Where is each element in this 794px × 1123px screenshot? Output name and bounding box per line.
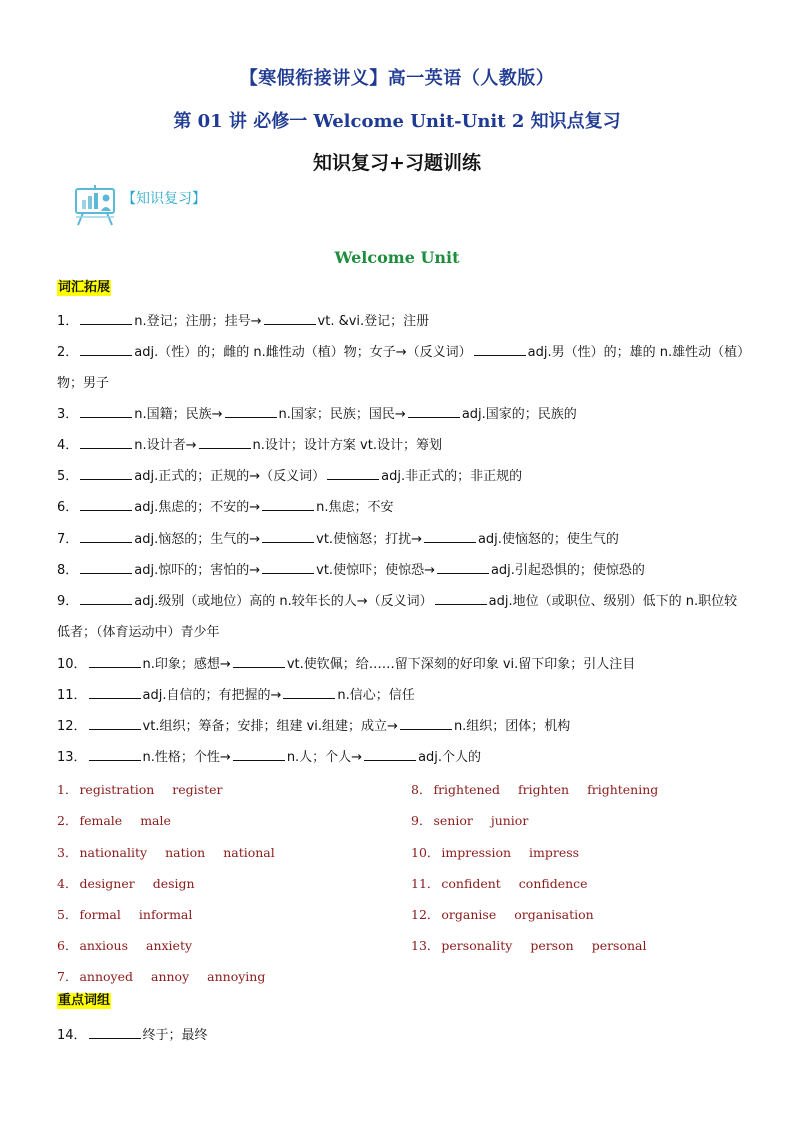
item-number: 12． xyxy=(57,719,87,734)
question-item xyxy=(57,555,747,586)
answer-word: frighten xyxy=(517,782,570,797)
answer-number: 12． xyxy=(411,907,440,922)
item-text: n.国家；民族；国民→ xyxy=(278,407,406,422)
question-item xyxy=(57,711,747,742)
fill-in-blank[interactable] xyxy=(233,654,285,668)
fill-in-blank[interactable] xyxy=(400,716,452,730)
item-text: adj.地位（或职位、级别）低下的 n.职位较低者；（体育运动中）青少年 xyxy=(57,594,738,640)
answer-number: 4． xyxy=(57,876,78,891)
item-text: n.性格；个性→ xyxy=(142,750,231,765)
item-number: 13． xyxy=(57,750,87,765)
answer-number: 11． xyxy=(411,876,440,891)
item-text: adj.自信的；有把握的→ xyxy=(142,688,282,703)
fill-in-blank[interactable] xyxy=(80,311,132,325)
answer-item xyxy=(57,969,265,985)
fill-in-blank[interactable] xyxy=(262,497,314,511)
item-number: 2． xyxy=(57,345,79,360)
fill-in-blank[interactable] xyxy=(89,654,141,668)
fill-in-blank[interactable] xyxy=(364,747,416,761)
answer-number: 1． xyxy=(57,782,78,797)
item-text: n.焦虑；不安 xyxy=(316,500,394,515)
fill-in-blank[interactable] xyxy=(89,716,141,730)
answer-item xyxy=(57,938,192,954)
item-text: n.登记；注册；挂号→ xyxy=(134,314,262,329)
answer-word: anxiety xyxy=(146,938,193,953)
document-title: 【寒假衔接讲义】高一英语（人教版） xyxy=(239,68,555,89)
answer-item xyxy=(57,782,222,798)
item-text: adj.非正式的；非正规的 xyxy=(381,469,523,484)
answer-word: personality xyxy=(441,938,513,953)
item-text: vt.组织；筹备；安排；组建 vi.组建；成立→ xyxy=(142,719,398,734)
answer-word: anxious xyxy=(79,938,128,953)
answer-word: impression xyxy=(441,845,512,860)
answer-word: confidence xyxy=(518,876,588,891)
fill-in-blank[interactable] xyxy=(437,560,489,574)
item-number: 6． xyxy=(57,500,79,515)
item-text: adj.正式的；正规的→（反义词） xyxy=(134,469,326,484)
answer-word: person xyxy=(530,938,574,953)
item-text: n.设计；设计方案 vt.设计；筹划 xyxy=(252,438,442,453)
item-text: vt.使钦佩；给……留下深刻的好印象 vi.留下印象；引人注目 xyxy=(286,657,636,672)
answer-number: 13． xyxy=(411,938,440,953)
lesson-subtitle: 知识复习+习题训练 xyxy=(313,152,481,174)
question-item xyxy=(57,680,747,711)
item-number: 10． xyxy=(57,657,87,672)
item-number: 11． xyxy=(57,688,87,703)
answer-item xyxy=(411,938,647,954)
answer-item xyxy=(57,876,195,892)
phrase-item xyxy=(57,1020,747,1051)
item-text: adj.个人的 xyxy=(418,750,482,765)
fill-in-blank[interactable] xyxy=(80,435,132,449)
answer-word: personal xyxy=(591,938,647,953)
answer-word: confident xyxy=(441,876,501,891)
answer-word: organise xyxy=(441,907,497,922)
item-text: n.人；个人→ xyxy=(286,750,363,765)
item-text: n.组织；团体；机构 xyxy=(453,719,571,734)
fill-in-blank[interactable] xyxy=(435,591,487,605)
item-number: 9． xyxy=(57,594,79,609)
item-number: 5． xyxy=(57,469,79,484)
fill-in-blank[interactable] xyxy=(89,1025,141,1039)
answer-word: designer xyxy=(79,876,135,891)
question-item xyxy=(57,337,747,399)
question-item xyxy=(57,649,747,680)
answer-word: annoying xyxy=(207,969,266,984)
item-text: vt.使恼怒；打扰→ xyxy=(316,532,422,547)
answer-word: frightened xyxy=(433,782,500,797)
answer-number: 10． xyxy=(411,845,440,860)
fill-in-blank[interactable] xyxy=(264,311,316,325)
item-text: adj.（性）的；雌的 n.雌性动（植）物；女子→（反义词） xyxy=(134,345,472,360)
answer-number: 8． xyxy=(411,782,432,797)
fill-in-blank[interactable] xyxy=(80,529,132,543)
question-item xyxy=(57,492,747,523)
item-text: 终于；最终 xyxy=(142,1028,208,1043)
answer-item xyxy=(411,782,658,798)
question-item xyxy=(57,524,747,555)
item-text: n.设计者→ xyxy=(134,438,197,453)
answer-word: frightening xyxy=(587,782,659,797)
item-number: 14． xyxy=(57,1028,87,1043)
answer-number: 9． xyxy=(411,813,432,828)
item-number: 3． xyxy=(57,407,79,422)
item-text: adj.国家的；民族的 xyxy=(461,407,577,422)
fill-in-blank[interactable] xyxy=(474,342,526,356)
fill-in-blank[interactable] xyxy=(80,342,132,356)
answer-item xyxy=(411,845,579,861)
answer-word: impress xyxy=(529,845,580,860)
fill-in-blank[interactable] xyxy=(199,435,251,449)
item-number: 7． xyxy=(57,532,79,547)
answer-item xyxy=(411,876,588,892)
phrase-tag: 重点词组 xyxy=(58,993,111,1008)
item-text: n.印象；感想→ xyxy=(142,657,231,672)
answer-word: organisation xyxy=(514,907,594,922)
answer-word: male xyxy=(140,813,171,828)
answer-word: nationality xyxy=(79,845,148,860)
answer-word: national xyxy=(223,845,275,860)
item-text: adj.焦虑的；不安的→ xyxy=(134,500,261,515)
fill-in-blank[interactable] xyxy=(408,404,460,418)
question-item xyxy=(57,461,747,492)
fill-in-blank[interactable] xyxy=(89,685,141,699)
fill-in-blank[interactable] xyxy=(80,591,132,605)
fill-in-blank[interactable] xyxy=(80,560,132,574)
section-label: 【知识复习】 xyxy=(122,191,206,207)
answer-item xyxy=(57,845,275,861)
item-number: 4． xyxy=(57,438,79,453)
answer-item xyxy=(411,907,594,923)
answer-number: 6． xyxy=(57,938,78,953)
item-text: vt. &vi.登记；注册 xyxy=(317,314,430,329)
item-text: adj.引起恐惧的；使惊恐的 xyxy=(490,563,645,578)
fill-in-blank[interactable] xyxy=(262,529,314,543)
answer-number: 2． xyxy=(57,813,78,828)
item-text: vt.使惊吓；使惊恐→ xyxy=(316,563,435,578)
answer-word: female xyxy=(79,813,123,828)
fill-in-blank[interactable] xyxy=(89,747,141,761)
answer-word: annoy xyxy=(151,969,190,984)
item-text: adj.级别（或地位）高的 n.较年长的人→（反义词） xyxy=(134,594,433,609)
answer-word: nation xyxy=(165,845,206,860)
vocab-tag: 词汇拓展 xyxy=(58,280,111,295)
answer-number: 5． xyxy=(57,907,78,922)
answer-word: registration xyxy=(79,782,155,797)
item-text: n.国籍；民族→ xyxy=(134,407,223,422)
presentation-board-icon xyxy=(73,184,117,228)
item-text: adj.惊吓的；害怕的→ xyxy=(134,563,261,578)
answer-number: 7． xyxy=(57,969,78,984)
item-text: adj.使恼怒的；使生气的 xyxy=(477,532,619,547)
fill-in-blank[interactable] xyxy=(80,404,132,418)
fill-in-blank[interactable] xyxy=(424,529,476,543)
answer-word: informal xyxy=(138,907,193,922)
answer-word: junior xyxy=(490,813,529,828)
fill-in-blank[interactable] xyxy=(283,685,335,699)
question-item xyxy=(57,306,747,337)
item-text: adj.男（性）的；雄的 n.雄性动（植）物；男子 xyxy=(57,345,744,391)
answer-number: 3． xyxy=(57,845,78,860)
fill-in-blank[interactable] xyxy=(80,466,132,480)
fill-in-blank[interactable] xyxy=(262,560,314,574)
item-text: adj.恼怒的；生气的→ xyxy=(134,532,261,547)
answer-word: senior xyxy=(433,813,473,828)
item-number: 1． xyxy=(57,314,79,329)
item-text: n.信心；信任 xyxy=(337,688,415,703)
answer-word: annoyed xyxy=(79,969,133,984)
fill-in-blank[interactable] xyxy=(233,747,285,761)
question-item xyxy=(57,742,747,773)
answer-word: register xyxy=(172,782,223,797)
question-item xyxy=(57,430,747,461)
question-item xyxy=(57,399,747,430)
lesson-title: 第 01 讲 必修一 Welcome Unit-Unit 2 知识点复习 xyxy=(173,111,621,132)
answer-item xyxy=(57,907,192,923)
fill-in-blank[interactable] xyxy=(80,497,132,511)
answer-item xyxy=(57,813,171,829)
item-number: 8． xyxy=(57,563,79,578)
answer-word: formal xyxy=(79,907,121,922)
unit-title: Welcome Unit xyxy=(334,248,460,267)
fill-in-blank[interactable] xyxy=(327,466,379,480)
answer-item xyxy=(411,813,528,829)
answer-word: design xyxy=(152,876,195,891)
fill-in-blank[interactable] xyxy=(225,404,277,418)
question-item xyxy=(57,586,747,648)
